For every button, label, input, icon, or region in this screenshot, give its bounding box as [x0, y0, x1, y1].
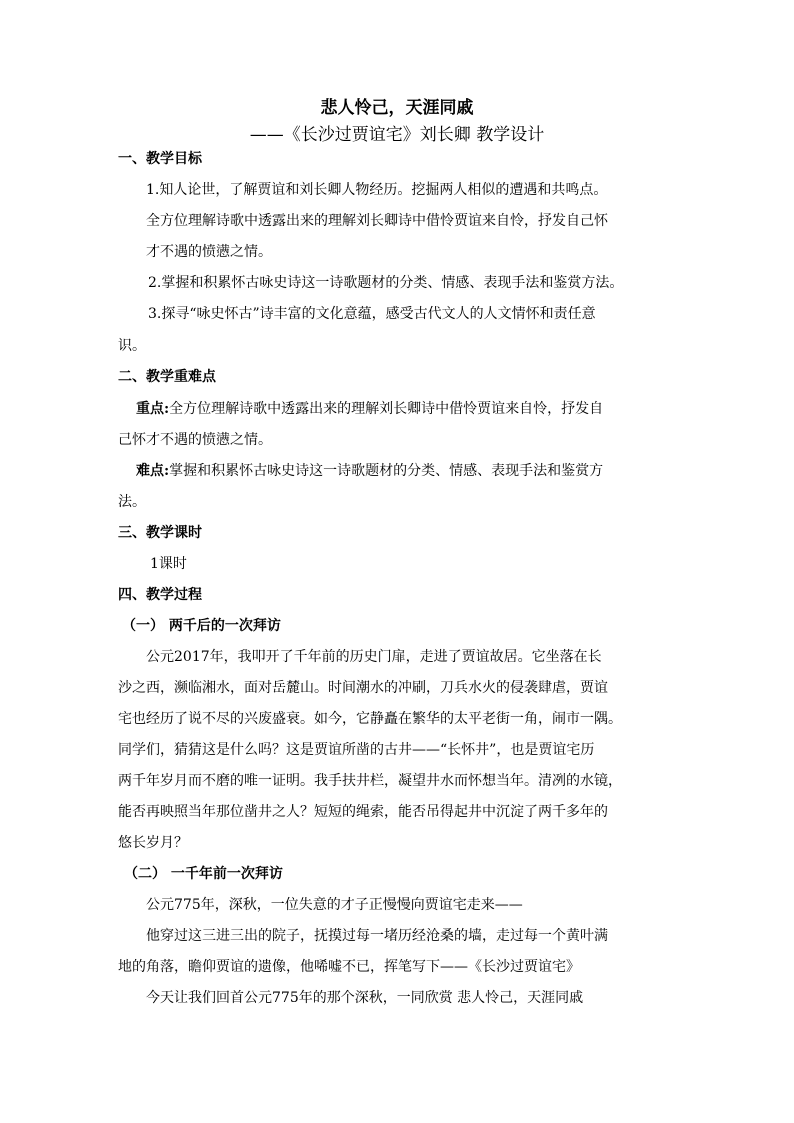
paragraph-line: 才不遇的愤懑之情。: [146, 244, 272, 260]
difficult-point-text: 掌握和积累怀古咏史诗这一诗歌题材的分类、情感、表现手法和鉴赏方: [169, 463, 604, 479]
paragraph-line: 法。: [118, 494, 146, 510]
paragraph-line: 1课时: [150, 556, 187, 572]
document-subtitle: ——《长沙过贾谊宅》刘长卿 教学设计: [249, 125, 545, 145]
section-heading-goals: 一、教学目标: [118, 151, 202, 167]
subsection-heading-2: （二） 一千年前一次拜访: [124, 866, 283, 882]
paragraph-difficult-point: [136, 461, 696, 481]
paragraph-line: 己怀才不遇的愤懑之情。: [118, 432, 272, 448]
difficult-point-label: 难点:: [136, 463, 170, 479]
key-point-text: 全方位理解诗歌中透露出来的理解刘长卿诗中借怜贾谊来自怜，抒发自: [169, 401, 604, 417]
section-heading-class-hours: 三、教学课时: [118, 525, 202, 541]
paragraph-line: 两千年岁月而不磨的唯一证明。我手扶井栏，凝望井水而怀想当年。清冽的水镜，: [118, 773, 622, 789]
paragraph-key-point: [136, 399, 696, 419]
paragraph-line: 他穿过这三进三出的院子，抚摸过每一堵历经沧桑的墙，走过每一个黄叶满: [146, 928, 608, 944]
section-heading-key-points: 二、教学重难点: [118, 369, 216, 385]
paragraph-line: 3.探寻“咏史怀古”诗丰富的文化意蕴，感受古代文人的人文情怀和责任意: [148, 306, 596, 322]
paragraph-line: 沙之西，濒临湘水，面对岳麓山。时间潮水的冲刷，刀兵水火的侵袭肆虐，贾谊: [118, 680, 608, 696]
paragraph-line: 今天让我们回首公元775年的那个深秋，一同欣赏 悲人怜己，天涯同戚: [146, 990, 584, 1006]
paragraph-line: 2.掌握和积累怀古咏史诗这一诗歌题材的分类、情感、表现手法和鉴赏方法。: [148, 275, 624, 291]
paragraph-line: 全方位理解诗歌中透露出来的理解刘长卿诗中借怜贾谊来自怜，抒发自己怀: [146, 213, 608, 229]
paragraph-line: 识。: [118, 338, 146, 354]
paragraph-line: 1.知人论世，了解贾谊和刘长卿人物经历。挖掘两人相似的遭遇和共鸣点。: [146, 182, 608, 198]
paragraph-line: 能否再映照当年那位凿井之人？短短的绳索，能否吊得起井中沉淀了两千多年的: [118, 804, 608, 820]
subsection-heading-1: （一） 两千后的一次拜访: [122, 618, 281, 634]
paragraph-line: 地的角落，瞻仰贾谊的遗像，他唏嘘不已，挥笔写下——《长沙过贾谊宅》: [118, 959, 580, 975]
paragraph-line: 同学们，猜猜这是什么吗？这是贾谊所凿的古井——“长怀井”，也是贾谊宅历: [118, 742, 595, 758]
paragraph-line: 公元775年，深秋，一位失意的才子正慢慢向贾谊宅走来——: [146, 897, 523, 913]
paragraph-line: 公元2017年，我叩开了千年前的历史门扉，走进了贾谊故居。它坐落在长: [146, 649, 602, 665]
key-point-label: 重点:: [136, 401, 170, 417]
paragraph-line: 悠长岁月？: [118, 835, 188, 851]
document-title: 悲人怜己，天涯同戚: [320, 98, 474, 118]
section-heading-process: 四、教学过程: [118, 587, 202, 603]
paragraph-line: 宅也经历了说不尽的兴废盛衰。如今，它静矗在繁华的太平老街一角，闹市一隅。: [118, 711, 622, 727]
